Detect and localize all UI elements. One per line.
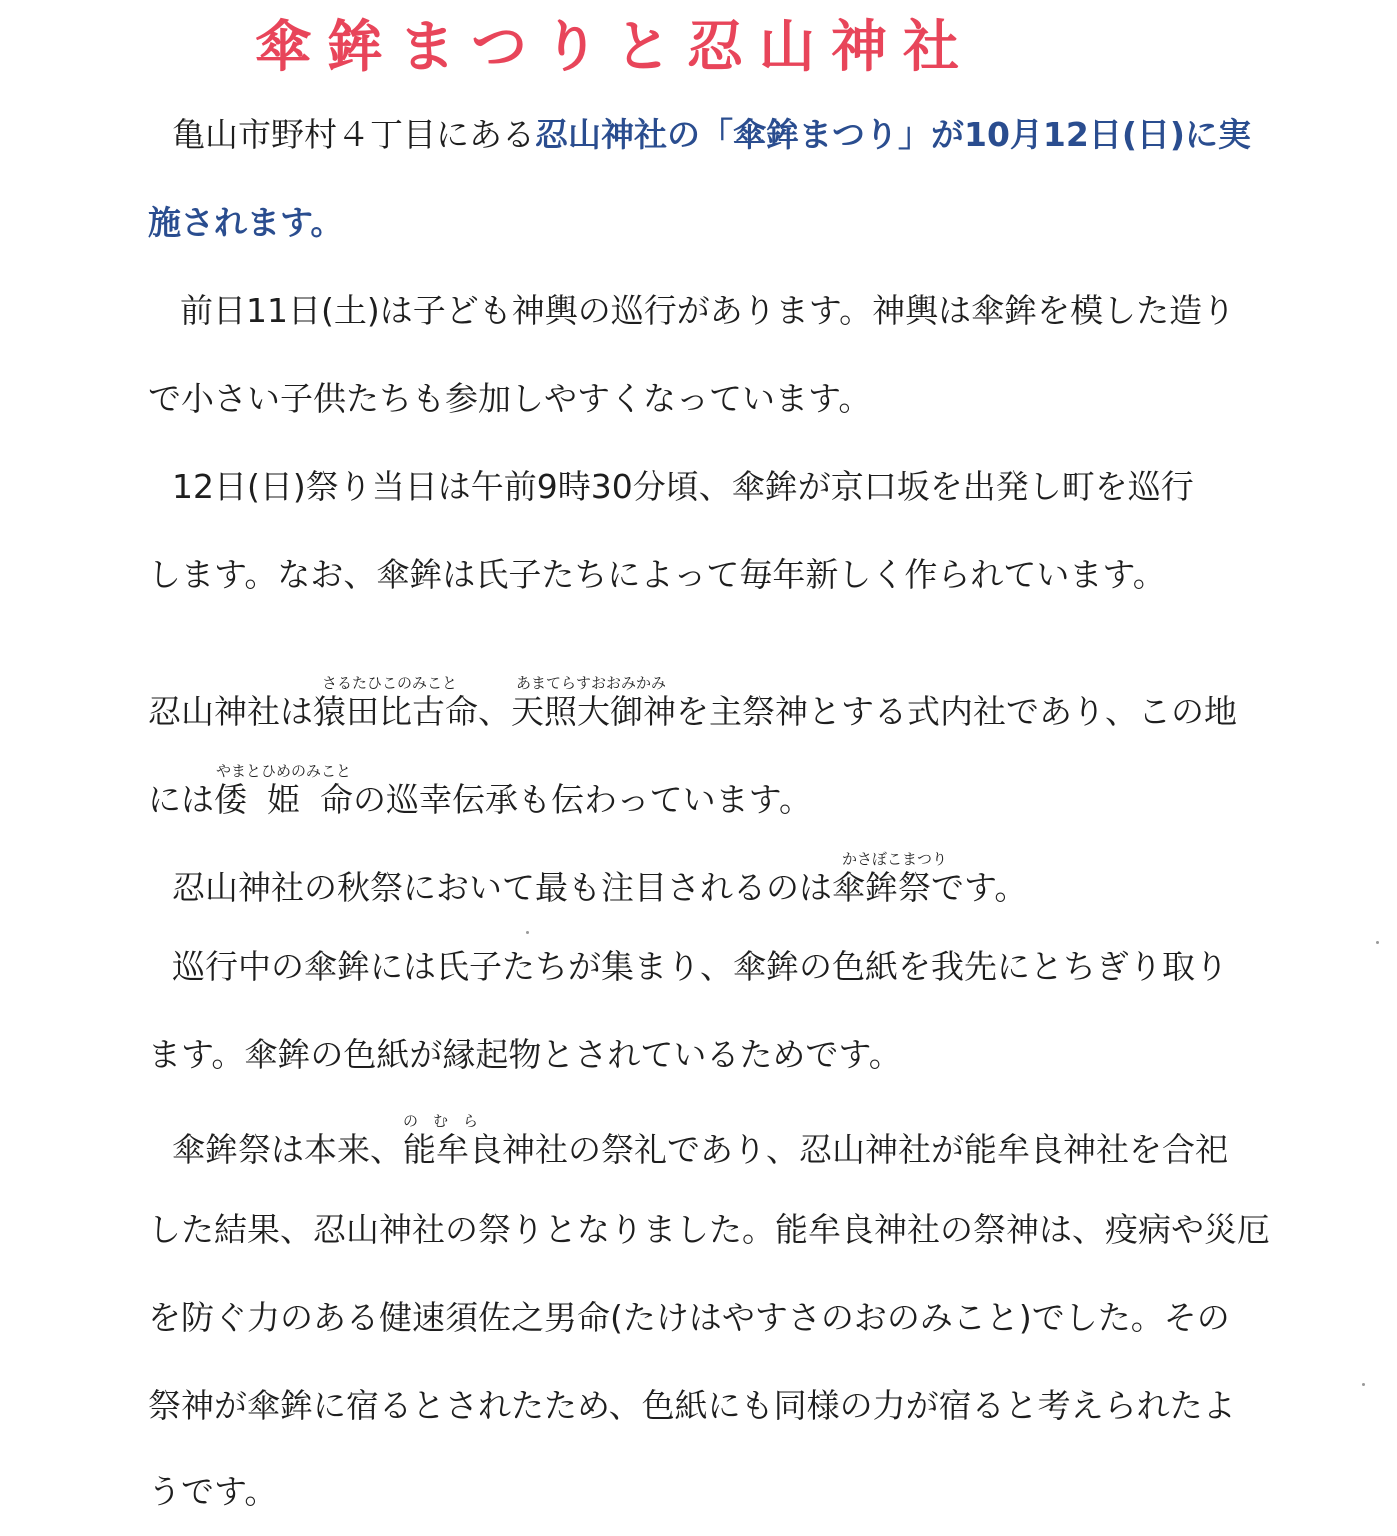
scan-speck bbox=[1376, 941, 1379, 944]
paragraph-4-line-2 bbox=[148, 780, 812, 820]
paragraph-6-line-2: ます。傘鉾の色紙が縁起物とされているためです。 bbox=[148, 1035, 902, 1074]
text-mikoto-rest: 命の巡幸伝承も伝わっています。 bbox=[320, 780, 813, 819]
scan-speck bbox=[526, 931, 529, 934]
text-yamato: には倭 bbox=[148, 780, 247, 819]
paragraph-1-line-2: 施されます。 bbox=[148, 203, 344, 242]
ruby-nomura: の む ら bbox=[403, 1112, 479, 1130]
paragraph-7-line-2: した結果、忍山神社の祭りとなりました。能牟良神社の祭神は、疫病や災厄 bbox=[148, 1210, 1270, 1249]
paragraph-6-line-1: 巡行中の傘鉾には氏子たちが集まり、傘鉾の色紙を我先にとちぎり取り bbox=[172, 947, 1228, 986]
paragraph-3-line-2: します。なお、傘鉾は氏子たちによって毎年新しく作られています。 bbox=[148, 555, 1166, 594]
paragraph-2-line-1: 前日11日(土)は子ども神輿の巡行があります。神輿は傘鉾を模した造り bbox=[180, 291, 1236, 330]
page-title: 傘鉾まつりと忍山神社 bbox=[255, 15, 975, 80]
paragraph-3-line-1: 12日(日)祭り当日は午前9時30分頃、傘鉾が京口坂を出発し町を巡行 bbox=[172, 467, 1194, 506]
ruby-sarutahiko: さるたひこのみこと bbox=[322, 674, 458, 692]
ruby-amaterasu: あまてらすおおみかみ bbox=[516, 674, 667, 692]
paragraph-1-line-1 bbox=[172, 115, 1251, 155]
paragraph-7-line-5: うです。 bbox=[148, 1472, 278, 1511]
paragraph-7-line-1: 傘鉾祭は本来、能牟良神社の祭礼であり、忍山神社が能牟良神社を合祀 bbox=[172, 1130, 1228, 1169]
ruby-yamatohime: やまとひめのみこと bbox=[216, 762, 352, 780]
paragraph-7-line-4: 祭神が傘鉾に宿るとされたため、色紙にも同様の力が宿ると考えられたよ bbox=[148, 1386, 1236, 1425]
ruby-kasaboko-matsuri: かさぼこまつり bbox=[842, 850, 948, 868]
paragraph-5-line-1: 忍山神社の秋祭において最も注目されるのは傘鉾祭です。 bbox=[172, 868, 1028, 907]
paragraph-7-line-3: を防ぐ力のある健速須佐之男命(たけはやすさのおのみこと)でした。その bbox=[148, 1298, 1230, 1337]
text-hime: 姫 bbox=[267, 780, 300, 819]
paragraph-4-line-1: 忍山神社は猿田比古命、天照大御神を主祭神とする式内社であり、この地 bbox=[148, 692, 1237, 731]
text-location: 亀山市野村４丁目にある bbox=[172, 115, 535, 154]
text-event-highlight: 忍山神社の「傘鉾まつり」が10月12日(日)に実 bbox=[535, 115, 1252, 154]
scan-speck bbox=[1362, 1383, 1365, 1386]
paragraph-2-line-2: で小さい子供たちも参加しやすくなっています。 bbox=[148, 379, 872, 418]
